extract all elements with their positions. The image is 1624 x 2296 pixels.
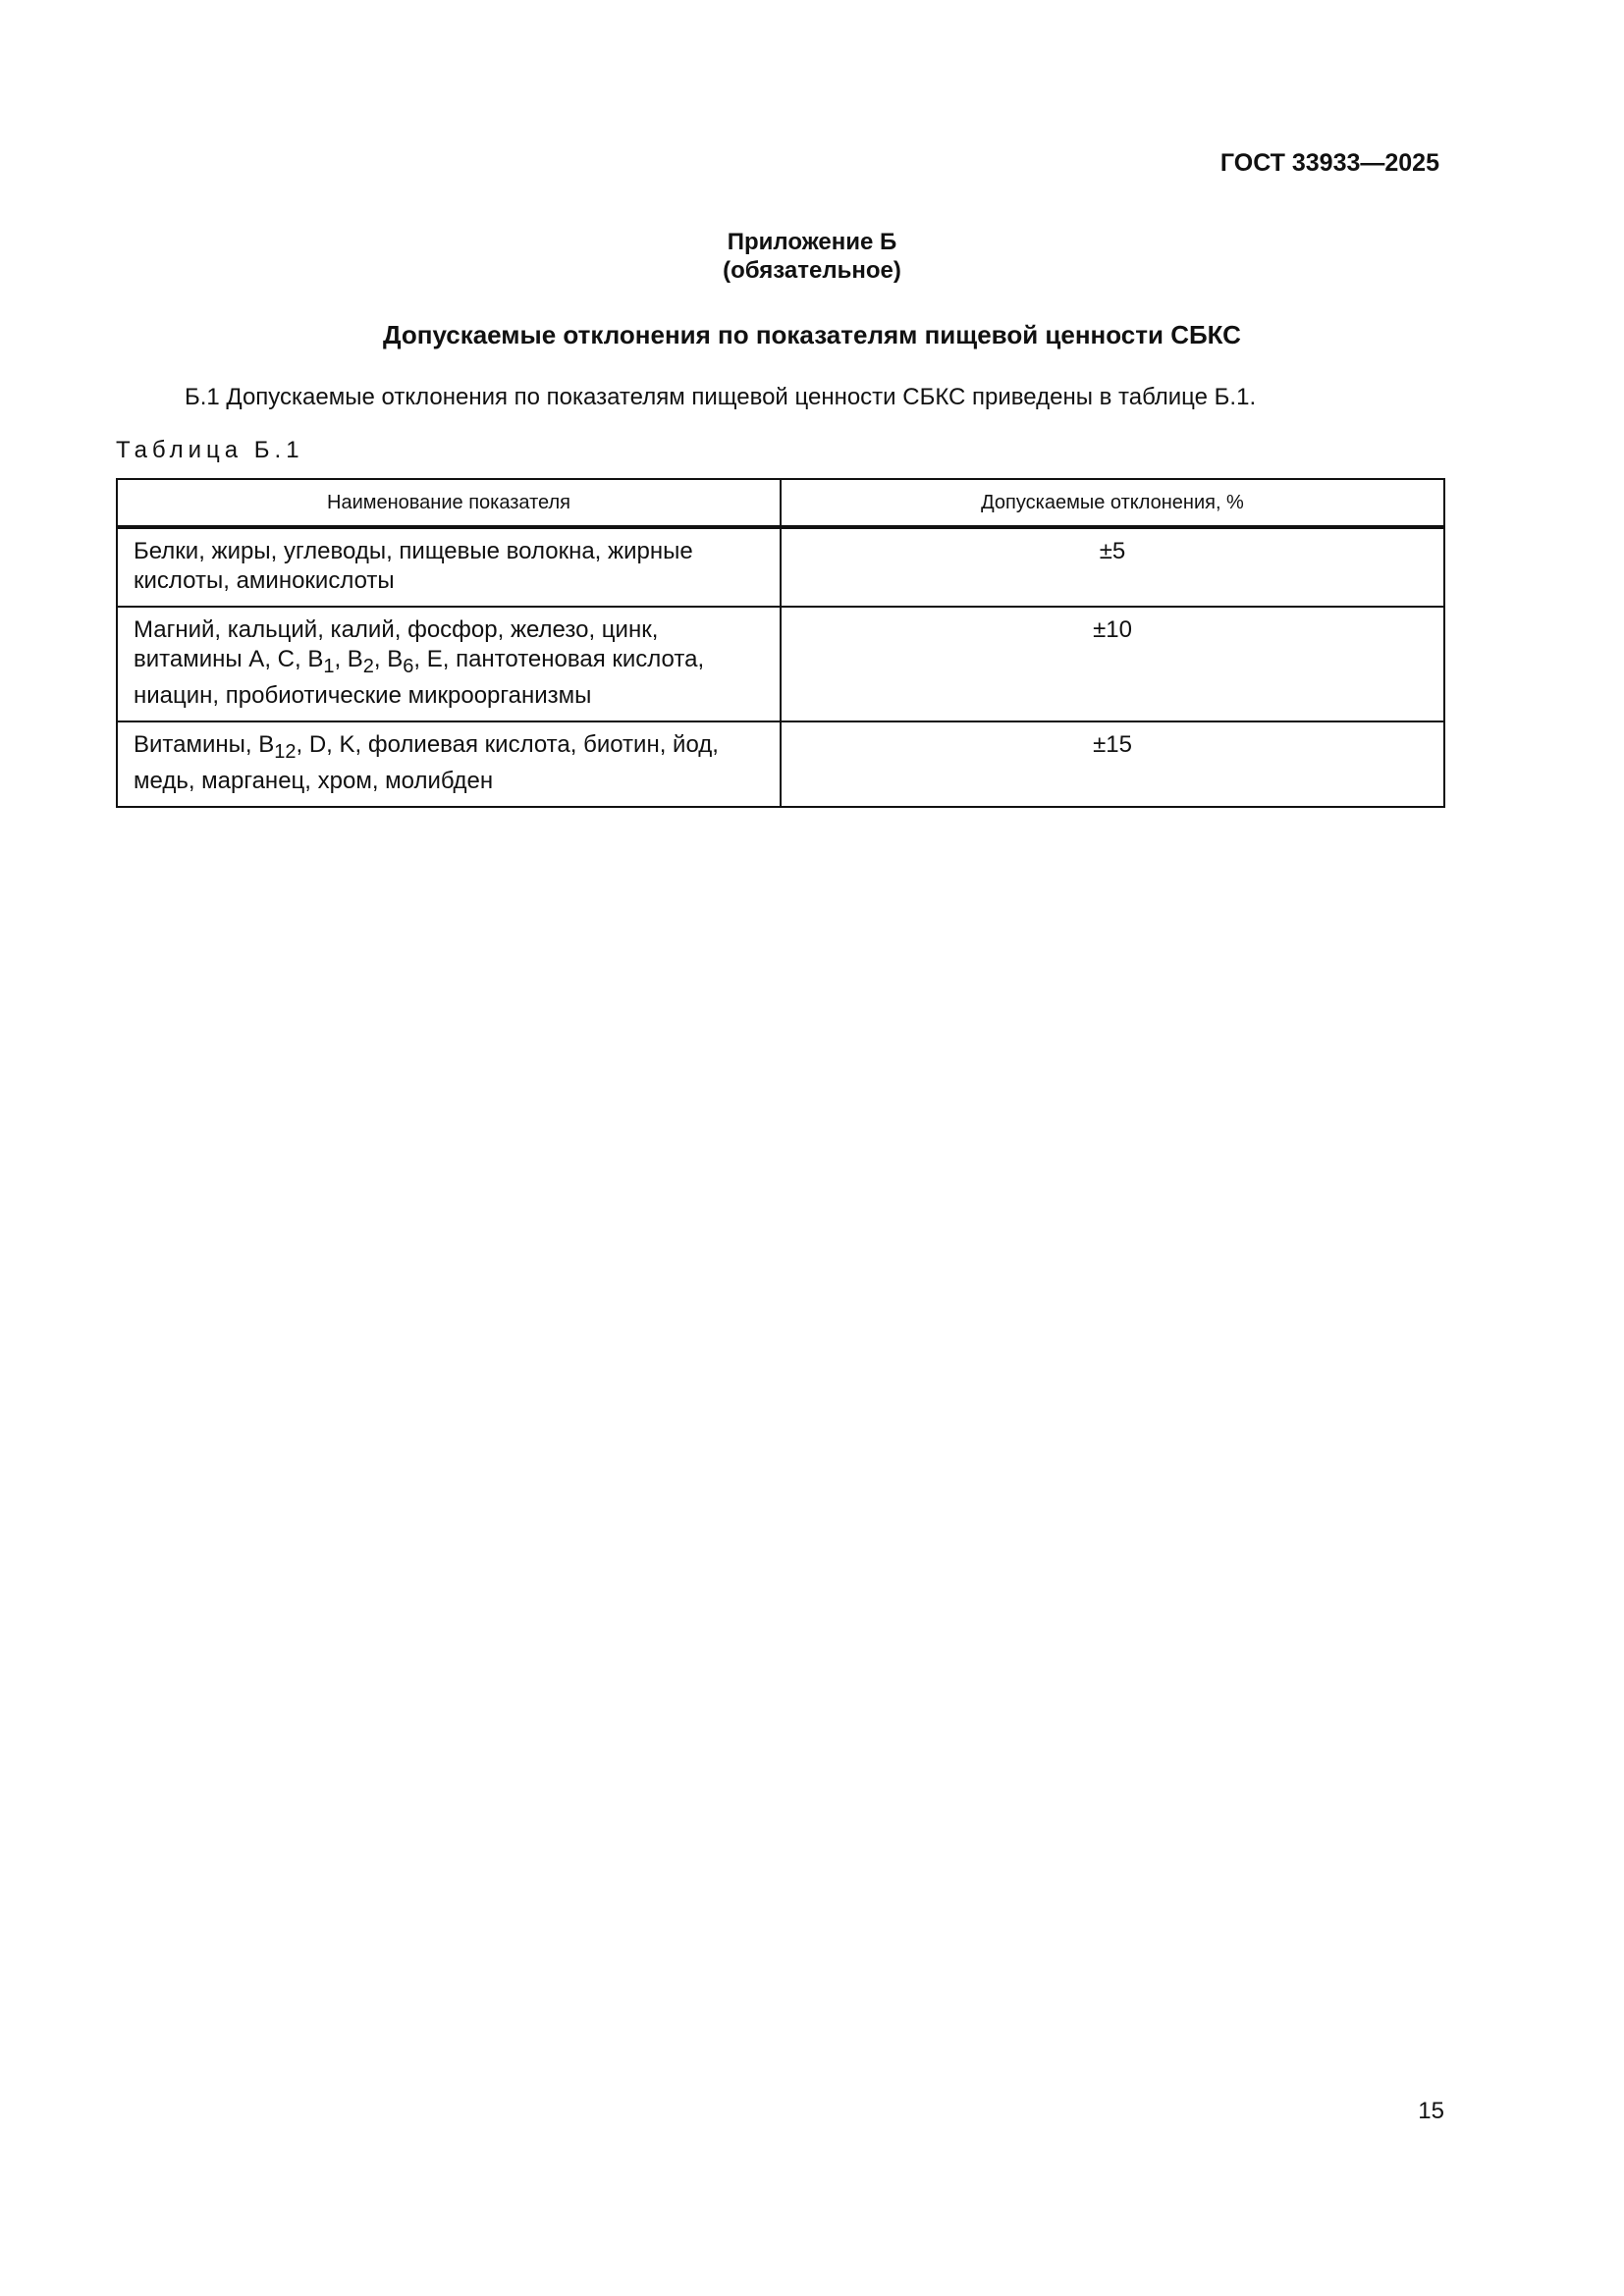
vitamin-text: Витамины, B: [134, 730, 275, 758]
column-header-name: Наименование показателя: [117, 479, 781, 527]
page-number: 15: [1418, 2098, 1444, 2124]
indicator-line: [134, 730, 764, 767]
intro-paragraph: Б.1 Допускаемые отклонения по показателям пищевой ценности СБКС приведены в таблице Б.1.: [185, 384, 1257, 410]
deviation-value: ±5: [781, 527, 1444, 607]
subscript: 2: [362, 655, 374, 677]
vitamin-text: , B: [373, 646, 404, 672]
subscript: 6: [403, 655, 414, 677]
table-row: [117, 721, 1444, 807]
table-header-row: [117, 479, 1444, 527]
indicator-cell: [117, 527, 781, 607]
vitamin-text: , пантотеновая кислота,: [442, 646, 705, 672]
section-title: Допускаемые отклонения по показателям пищевой ценности СБКС: [383, 320, 1241, 349]
indicator-line: медь, марганец, хром, молибден: [134, 767, 494, 794]
appendix-heading: [0, 228, 1624, 285]
column-header-deviation: Допускаемые отклонения, %: [781, 479, 1444, 527]
indicator-line: ниацин, пробиотические микроорганизмы: [134, 681, 592, 709]
document-code: ГОСТ 33933—2025: [1219, 149, 1439, 177]
deviations-table: [116, 478, 1445, 808]
indicator-cell: [117, 721, 781, 807]
subscript: 12: [274, 740, 297, 763]
subscript: 1: [323, 655, 335, 677]
indicator-line: Магний, кальций, калий, фосфор, железо, цинк,: [134, 616, 659, 643]
indicator-cell: [117, 607, 781, 721]
indicator-line: [134, 645, 764, 681]
indicator-line: Белки, жиры, углеводы, пищевые волокна, жирные: [134, 538, 693, 564]
deviation-value: ±10: [781, 607, 1444, 721]
appendix-status: (обязательное): [723, 257, 901, 284]
vitamin-text: , D, K, фолиевая кислота, биотин, йод,: [296, 730, 719, 758]
table-row: [117, 527, 1444, 607]
vitamin-text: витамины A, C, B: [134, 646, 324, 672]
appendix-title: Приложение Б: [727, 229, 897, 255]
table-row: [117, 607, 1444, 721]
vitamin-text: , B: [334, 646, 363, 672]
deviation-value: ±15: [781, 721, 1444, 807]
table-caption: Таблица Б.1: [116, 437, 304, 463]
indicator-line: кислоты, аминокислоты: [134, 567, 395, 594]
vitamin-text: , E: [413, 646, 443, 672]
